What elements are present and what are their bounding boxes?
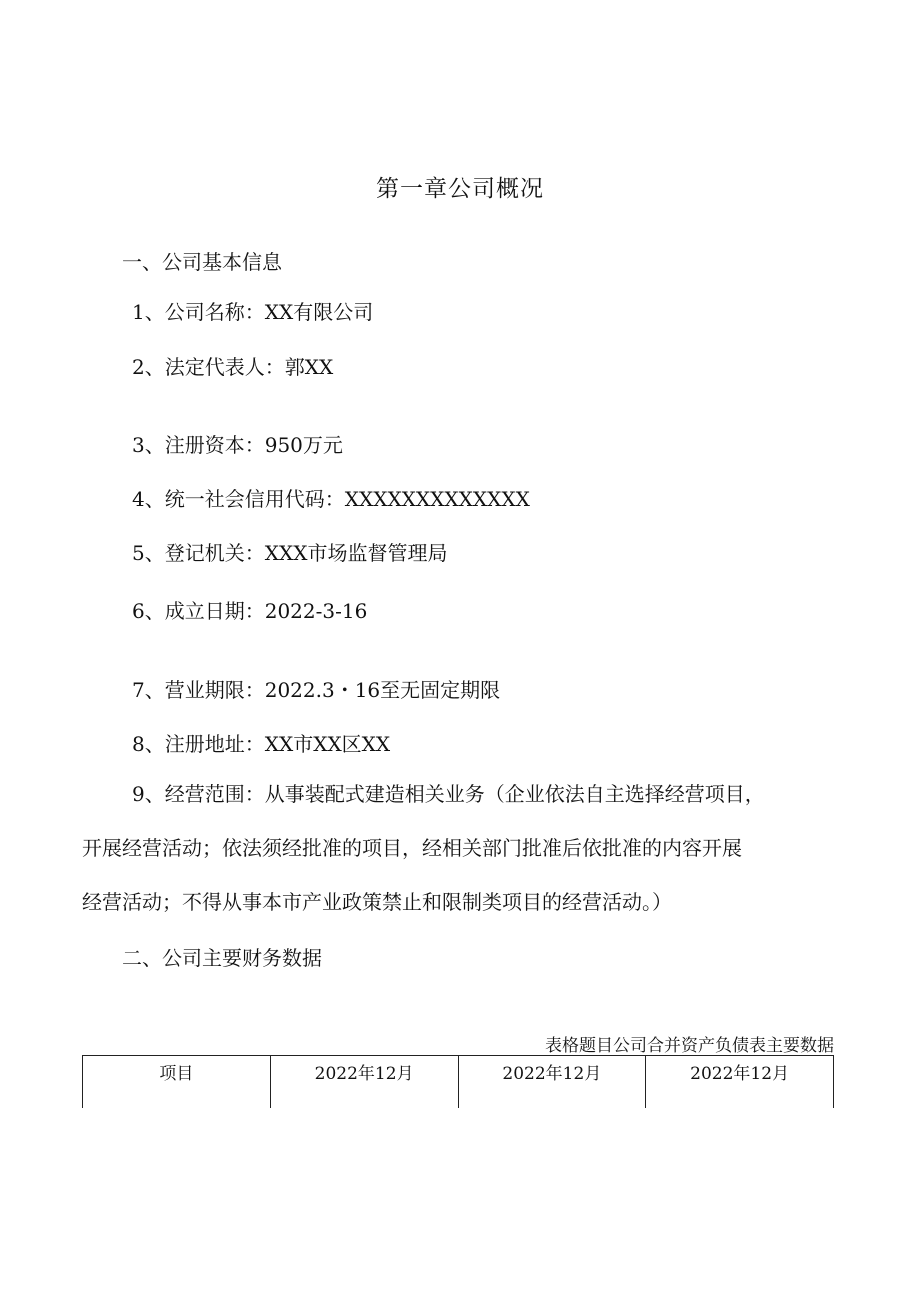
info-item-registered-address: 8、注册地址：XX市XX区XX: [132, 732, 391, 756]
info-item-credit-code: 4、统一社会信用代码：XXXXXXXXXXXXX: [132, 487, 530, 511]
info-item-registration-authority: 5、登记机关：XXX市场监督管理局: [132, 541, 448, 565]
section-heading-basic-info: 一、公司基本信息: [122, 250, 282, 274]
table-header-item: 项目: [82, 1056, 270, 1108]
table-header-period-3: 2022年12月: [645, 1056, 834, 1108]
info-item-registered-capital: 3、注册资本：950万元: [132, 433, 343, 457]
section-heading-financial-data: 二、公司主要财务数据: [122, 946, 322, 970]
business-scope-line-3: 经营活动；不得从事本市产业政策禁止和限制类项目的经营活动。）: [82, 890, 672, 914]
info-item-business-term: 7、营业期限：2022.3・16至无固定期限: [132, 678, 501, 702]
table-header-period-2: 2022年12月: [458, 1056, 646, 1108]
business-scope-line-2: 开展经营活动；依法须经批准的项目，经相关部门批准后依批准的内容开展: [82, 836, 742, 860]
business-scope-line-1: 9、经营范围：从事装配式建造相关业务（企业依法自主选择经营项目，: [132, 782, 765, 806]
info-item-establishment-date: 6、成立日期：2022-3-16: [132, 599, 368, 623]
table-header-period-1: 2022年12月: [270, 1056, 458, 1108]
info-item-legal-representative: 2、法定代表人：郭XX: [132, 355, 334, 379]
info-item-company-name: 1、公司名称：XX有限公司: [132, 300, 374, 324]
chapter-title: 第一章公司概况: [376, 176, 544, 202]
financial-table: [82, 1055, 834, 1108]
table-caption: 表格题目公司合并资产负债表主要数据: [545, 1036, 834, 1056]
